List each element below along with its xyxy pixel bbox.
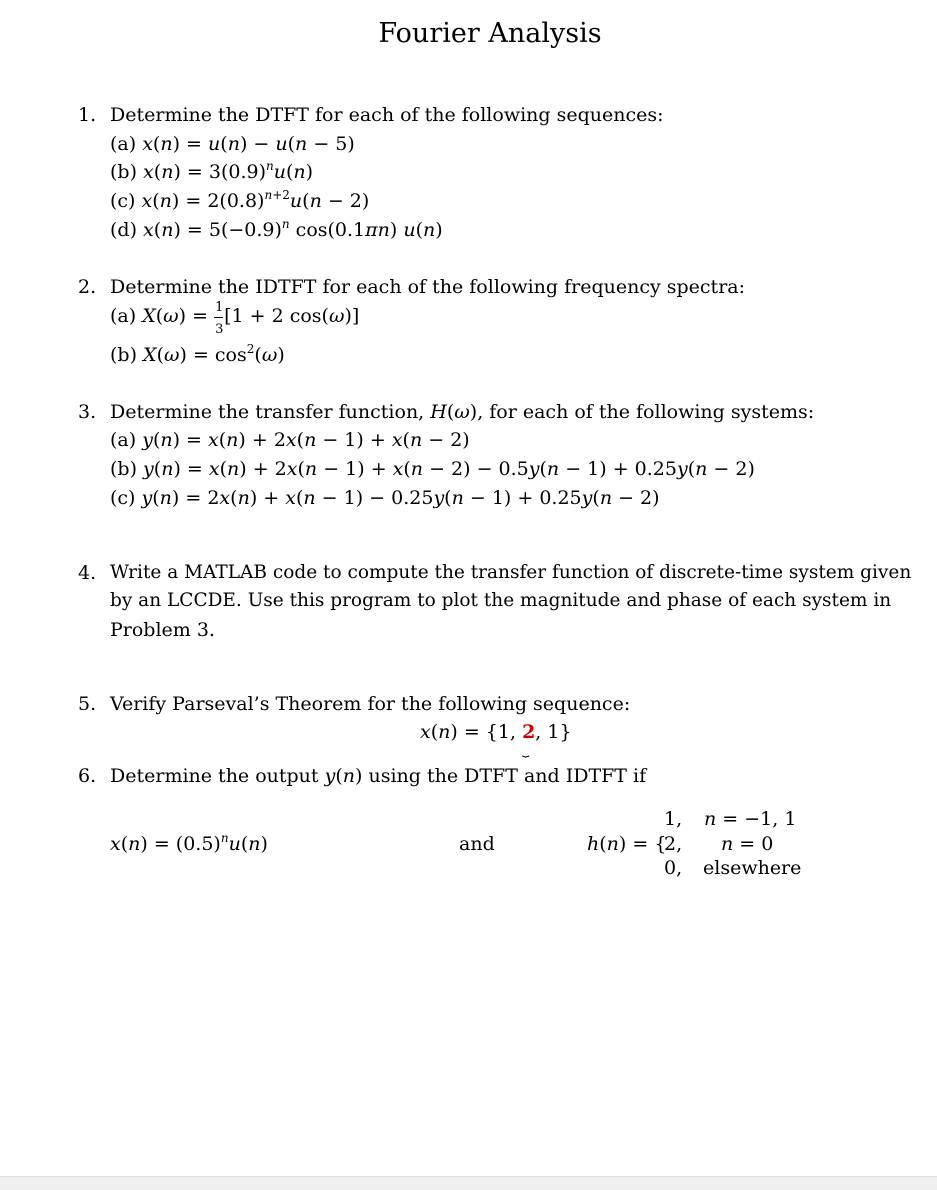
q5-text: Verify Parseval’s Theorem for the following sequence: [110, 693, 631, 715]
q1b-label: (b) [110, 161, 137, 183]
origin-underbrace-icon: ⏟ [522, 743, 530, 757]
q6-and: and [459, 833, 495, 855]
q4-number: 4. [78, 562, 97, 584]
case-3-condition: elsewhere [703, 857, 802, 879]
q1-number: 1. [78, 104, 97, 126]
q3c-label: (c) [110, 487, 136, 509]
q3-text: Determine the transfer function, H(ω), for each of the following systems: [110, 401, 815, 423]
q3-number: 3. [78, 401, 97, 423]
page-title: Fourier Analysis [378, 18, 602, 49]
q5-number: 5. [78, 693, 97, 715]
q2a-label: (a) [110, 305, 137, 327]
q2-text: Determine the IDTFT for each of the following frequency spectra: [110, 276, 746, 298]
q3-part-b: (b) y(n) = x(n) + 2x(n − 1) + x(n − 2) − 0.5y(n − 1) + 0.25y(n − 2) [110, 458, 755, 480]
q1-part-c: (c) $x(n) = 2(0.8)^{n+2}u(n - 2)$ [110, 188, 370, 212]
q3a-label: (a) [110, 429, 137, 451]
q5-sequence: x(n) = {1, 2 ⏟ , 1} [420, 720, 572, 744]
q2-number: 2. [78, 276, 97, 298]
q2b-label: (b) [110, 344, 137, 366]
q3-part-a: (a) y(n) = x(n) + 2x(n − 1) + x(n − 2) [110, 429, 470, 451]
fraction-one-third: $\frac{1}{3}$ [215, 300, 224, 337]
q1-text: Determine the DTFT for each of the following sequences: [110, 104, 664, 126]
q3b-label: (b) [110, 458, 137, 480]
case-2-value: 2, [664, 833, 683, 855]
q4-line-2: by an LCCDE. Use this program to plot the magnitude and phase of each system in [110, 590, 892, 611]
q2-part-a: (a) X(ω) = $\frac{1}{3}$ [1 + 2 cos(ω)] [110, 300, 360, 337]
q1d-label: (d) [110, 219, 137, 241]
q6-input-signal: $x(n) = (0.5)^nu(n)$ [110, 831, 268, 855]
origin-marker-value: 2 ⏟ [522, 721, 535, 743]
case-1-value: 1, [664, 808, 683, 830]
q4-line-1: Write a MATLAB code to compute the transfer function of discrete-time system given [110, 562, 912, 583]
case-3-value: 0, [664, 857, 683, 879]
q2-part-b: (b) $X(\omega) = \cos^2(\omega)$ [110, 342, 285, 366]
q6-text: Determine the output y(n) using the DTFT and IDTFT if [110, 765, 647, 787]
q4-line-3: Problem 3. [110, 619, 215, 641]
q1-part-b: (b) $x(n) = 3(0.9)^nu(n)$ [110, 159, 314, 183]
case-2-condition: n = 0 [721, 833, 774, 855]
q3-part-c: (c) y(n) = 2x(n) + x(n − 1) − 0.25y(n − 1) + 0.25y(n − 2) [110, 487, 660, 509]
q6-number: 6. [78, 765, 97, 787]
q1-part-d: (d) $x(n) = 5(-0.9)^n$ cos(0.1πn) u(n) [110, 217, 443, 241]
q1-part-a: (a) x(n) = u(n) − u(n − 5) [110, 133, 355, 155]
bottom-scroll-edge [0, 1176, 937, 1190]
q1a-label: (a) [110, 133, 137, 155]
q6-impulse-response-label: h(n) = { [587, 833, 667, 855]
q1c-label: (c) [110, 190, 136, 212]
case-1-condition: n = −1, 1 [704, 808, 797, 830]
